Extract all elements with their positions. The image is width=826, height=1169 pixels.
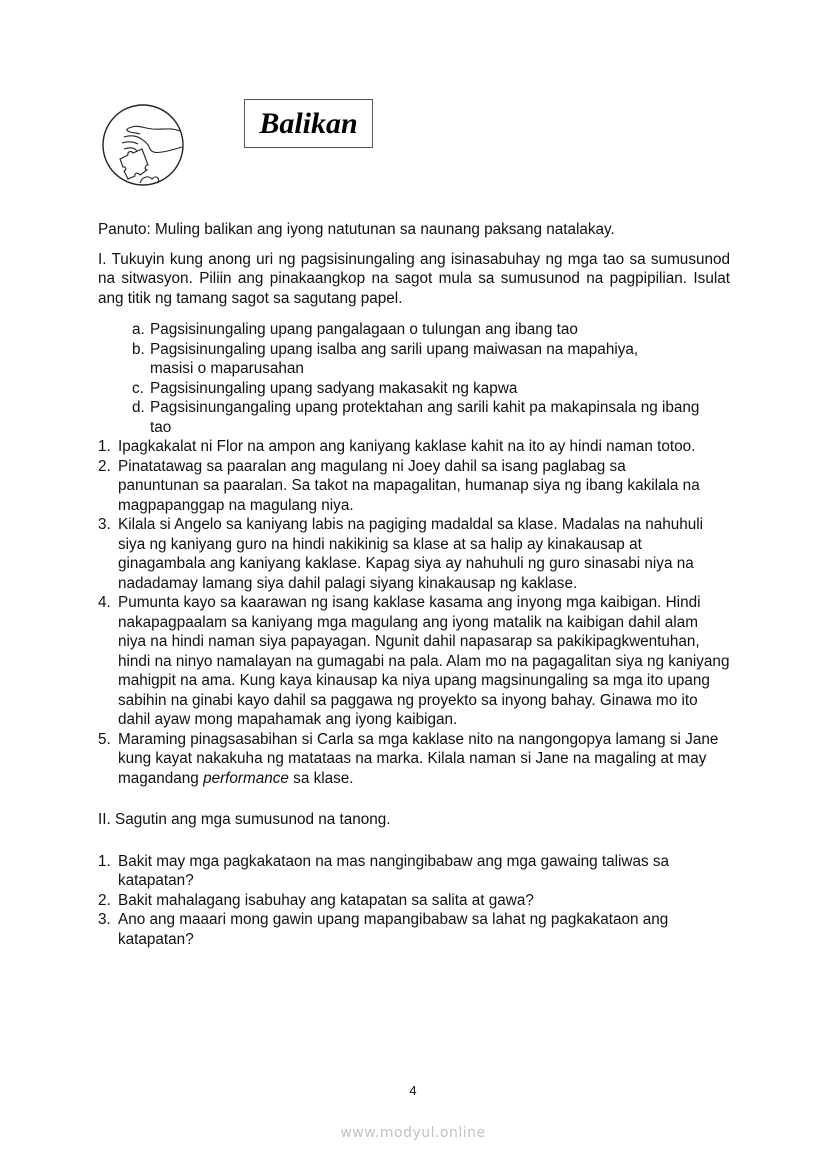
question-text: Bakit may mga pagkakataon na mas nangingibabaw ang mga gawaing taliwas sa katapatan? bbox=[118, 852, 670, 889]
item-text-part: Maraming pinagsasabihan si Carla sa mga kaklase nito na nangongopya lamang si Jane kung kayat nakakuha ng matataas na marka. Kilala naman si Jane na magaling at may magandang bbox=[118, 730, 719, 787]
item-number: 2. bbox=[98, 457, 111, 475]
item-text: Ipagkakalat ni Flor na ampon ang kaniyang kaklase kahit na ito ay hindi naman totoo. bbox=[118, 438, 696, 455]
hand-holding-puzzle-piece-icon bbox=[100, 103, 186, 187]
question-item bbox=[98, 910, 730, 949]
choice-item bbox=[132, 398, 730, 437]
document-body bbox=[98, 220, 730, 949]
page-number: 4 bbox=[409, 1083, 417, 1098]
section-title: Balikan bbox=[244, 99, 373, 148]
question-number: 1. bbox=[98, 852, 111, 870]
choice-item bbox=[132, 340, 730, 379]
choice-label: d. bbox=[132, 399, 145, 416]
choice-list bbox=[132, 320, 730, 437]
situation-item bbox=[98, 730, 730, 789]
item-number: 3. bbox=[98, 516, 111, 533]
item-number: 4. bbox=[98, 594, 111, 611]
question-list bbox=[98, 852, 730, 950]
item-text-italic: performance bbox=[203, 769, 289, 787]
item-text bbox=[118, 730, 730, 789]
choice-text: Pagsisinungaling upang sadyang makasakit ng kapwa bbox=[150, 379, 518, 397]
choice-label: c. bbox=[132, 379, 144, 397]
part2-intro: II. Sagutin ang mga sumusunod na tanong. bbox=[98, 811, 391, 828]
situation-item bbox=[98, 593, 730, 730]
item-text-part: sa klase. bbox=[288, 769, 354, 787]
choice-text: Pagsisinungaling upang pangalagaan o tulungan ang ibang tao bbox=[150, 321, 578, 338]
item-text: Kilala si Angelo sa kaniyang labis na pagiging madaldal sa klase. Madalas na nahuhuli siya ng kaniyang guro na hindi nakikinig sa klase at sa halip ay kinakausap at ginagambala ang kaniyang kaklase. Kapag siya ay nahuhuli ng guro sinasabi niya na nadadamay lamang siya dahil palagi siyang kinakausap ng kaklase. bbox=[118, 516, 704, 592]
situation-list bbox=[98, 437, 730, 788]
choice-label: b. bbox=[132, 340, 145, 358]
choice-item bbox=[132, 320, 730, 340]
item-text: Pumunta kayo sa kaarawan ng isang kaklase kasama ang inyong mga kaibigan. Hindi nakapagpaalam sa kaniyang mga magulang ang iyong matalik na kaibigan dahil alam niya na hindi naman siya papayagan. Ngunit dahil napasarap sa pakikipagkwentuhan, hindi na ninyo namalayan na gumagabi na pala. Alam mo na pagagalitan siya ng kaniyang mahigpit na ama. Kung kaya kinausap ka niya upang magsinungaling sa mga ito upang sabihin na ginabi kayo dahil sa paggawa ng proyekto sa inyong bahay. Ginawa mo ito dahil ayaw mong mapahamak ang iyong kaibigan. bbox=[118, 594, 730, 728]
question-number: 3. bbox=[98, 911, 111, 928]
instructions: Panuto: Muling balikan ang iyong natutunan sa naunang paksang natalakay. bbox=[98, 221, 615, 238]
question-text: Ano ang maaari mong gawin upang mapangibabaw sa lahat ng pagkakataon ang katapatan? bbox=[118, 911, 669, 948]
part1-intro: I. Tukuyin kung anong uri ng pagsisinungaling ang isinasabuhay ng mga tao sa sumusunod na sitwasyon. Piliin ang pinakaangkop na sagot mula sa sumusunod na pagpipilian. Isulat ang titik ng tamang sagot sa sagutang papel. bbox=[98, 250, 730, 307]
watermark: www.modyul.online bbox=[340, 1125, 486, 1141]
item-number: 1. bbox=[98, 438, 111, 455]
situation-item bbox=[98, 515, 730, 593]
item-number: 5. bbox=[98, 730, 111, 748]
choice-item bbox=[132, 379, 730, 399]
item-text: Pinatatawag sa paaralan ang magulang ni Joey dahil sa isang paglabag sa panuntunan sa paaralan. Sa takot na mapagalitan, humanap siya ng ibang kakilala na magpapanggap na magulang niya. bbox=[118, 457, 700, 514]
choice-text: Pagsisinungangaling upang protektahan ang sarili kahit pa makapinsala ng ibang tao bbox=[150, 399, 700, 436]
question-text: Bakit mahalagang isabuhay ang katapatan sa salita at gawa? bbox=[118, 891, 534, 909]
situation-item bbox=[98, 437, 730, 457]
question-number: 2. bbox=[98, 891, 111, 909]
question-item bbox=[98, 891, 730, 911]
situation-item bbox=[98, 457, 730, 516]
choice-text: Pagsisinungaling upang isalba ang sarili upang maiwasan na mapahiya, masisi o maparusahan bbox=[150, 340, 639, 377]
question-item bbox=[98, 852, 730, 891]
choice-label: a. bbox=[132, 321, 145, 338]
